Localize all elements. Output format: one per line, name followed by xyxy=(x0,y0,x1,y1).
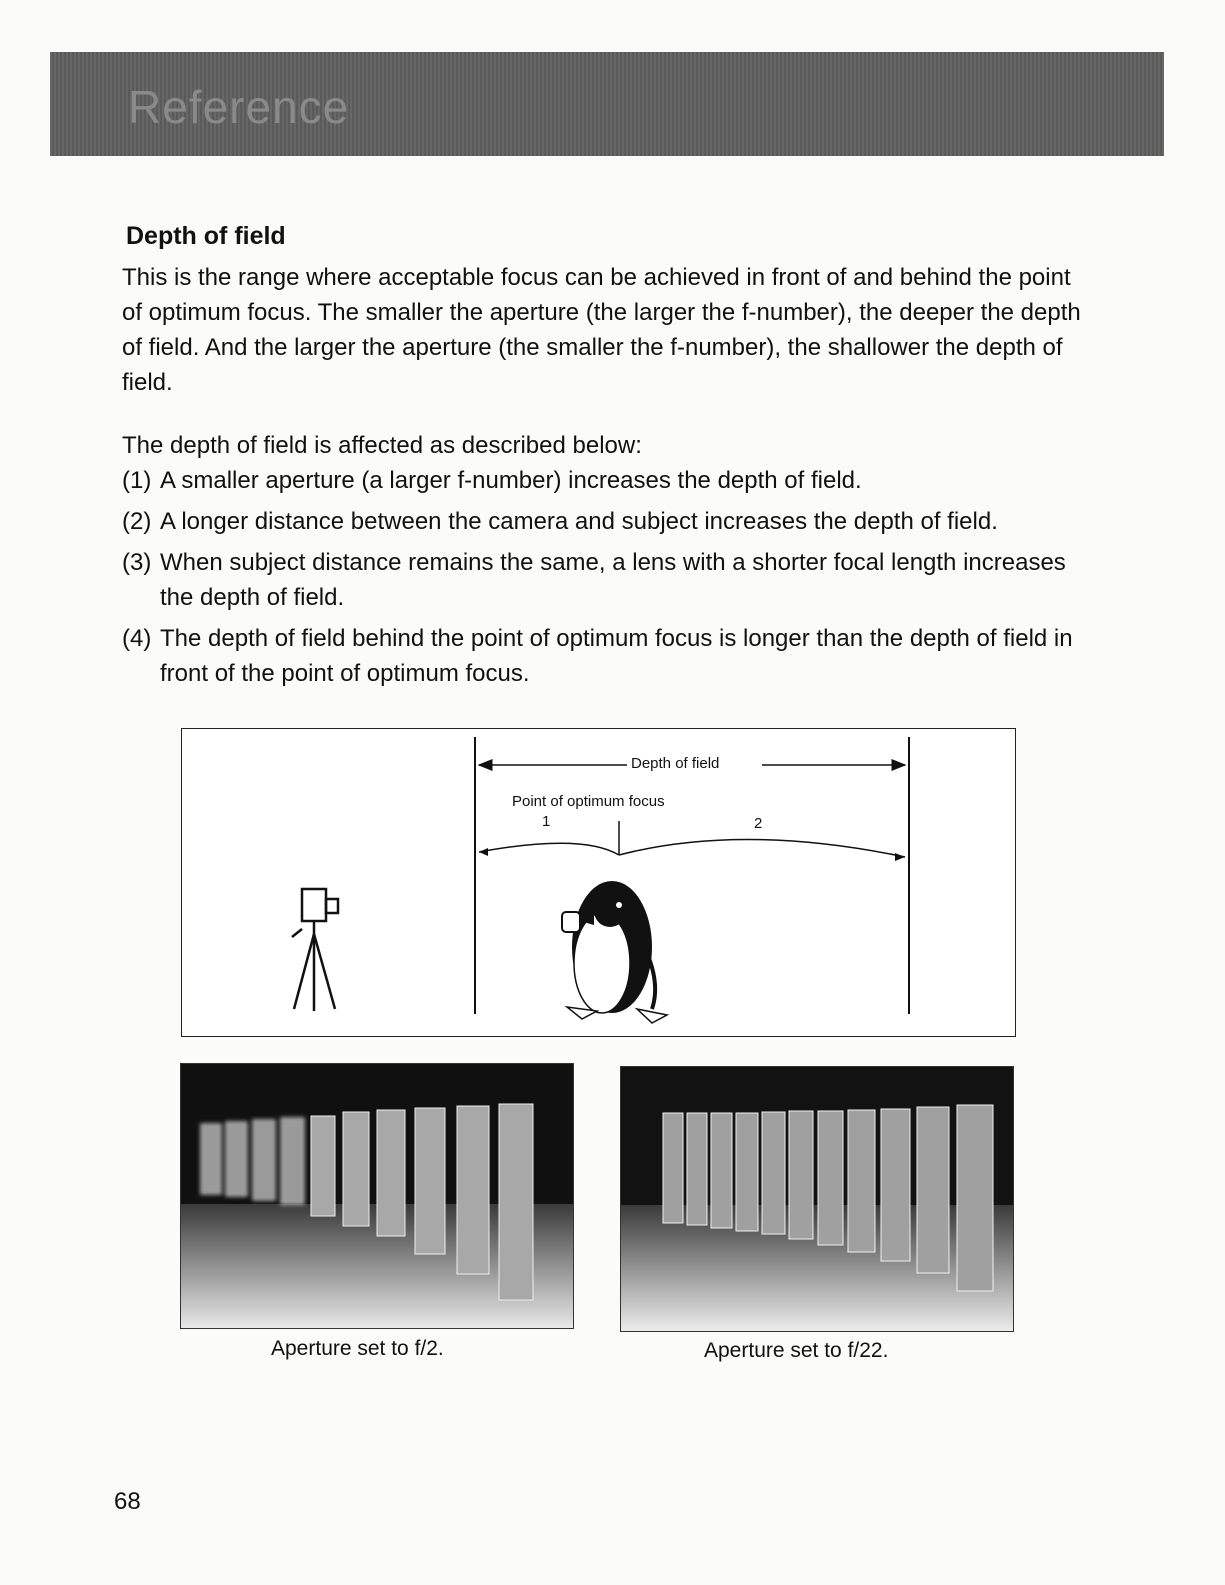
front-curve xyxy=(479,843,619,855)
camera-tripod-icon xyxy=(292,889,338,1011)
behind-curve xyxy=(619,839,905,857)
intro-paragraph xyxy=(122,260,1082,400)
list-item xyxy=(122,621,1082,691)
list-item-text: A longer distance between the camera and subject increases the depth of field. xyxy=(160,508,998,535)
photo-f2-caption: Aperture set to f/2. xyxy=(271,1337,444,1360)
header-band xyxy=(50,52,1164,156)
penguin-icon xyxy=(562,881,667,1023)
list-item-text: The depth of field behind the point of optimum focus is longer than the depth of field in front of the point of optimum focus. xyxy=(160,625,1073,687)
list-item-number: (2) xyxy=(122,508,152,535)
optimum-focus-label: Point of optimum focus xyxy=(512,793,665,810)
list-item xyxy=(122,463,1082,498)
effects-list xyxy=(122,463,1082,697)
front-depth-marker: 1 xyxy=(542,813,551,830)
photo-f22-caption: Aperture set to f/22. xyxy=(704,1339,889,1362)
section-heading: Depth of field xyxy=(126,222,286,250)
list-item-number: (4) xyxy=(122,625,152,652)
list-item-number: (1) xyxy=(122,467,152,494)
list-intro: The depth of field is affected as described below: xyxy=(122,432,642,459)
list-item xyxy=(122,545,1082,615)
depth-of-field-diagram xyxy=(181,728,1016,1037)
intro-text: This is the range where acceptable focus can be achieved in front of and behind the point of optimum focus. The smaller the aperture (the larger the f-number), the deeper the depth of field. And the larger the aperture (the smaller the f-number), the shallower the depth of field. xyxy=(122,264,1081,396)
depth-of-field-label: Depth of field xyxy=(631,755,720,772)
list-item-text: When subject distance remains the same, a lens with a shorter focal length increases the depth of field. xyxy=(160,549,1066,611)
header-title: Reference xyxy=(128,81,350,133)
list-item xyxy=(122,504,1082,539)
list-item-number: (3) xyxy=(122,549,152,576)
list-item-text: A smaller aperture (a larger f-number) increases the depth of field. xyxy=(160,467,862,494)
photo-f22-image xyxy=(620,1066,1014,1332)
photo-f2-image xyxy=(180,1063,574,1329)
page-number: 68 xyxy=(114,1488,141,1515)
behind-depth-marker: 2 xyxy=(754,815,763,832)
diagram-drawing xyxy=(182,729,1015,1036)
